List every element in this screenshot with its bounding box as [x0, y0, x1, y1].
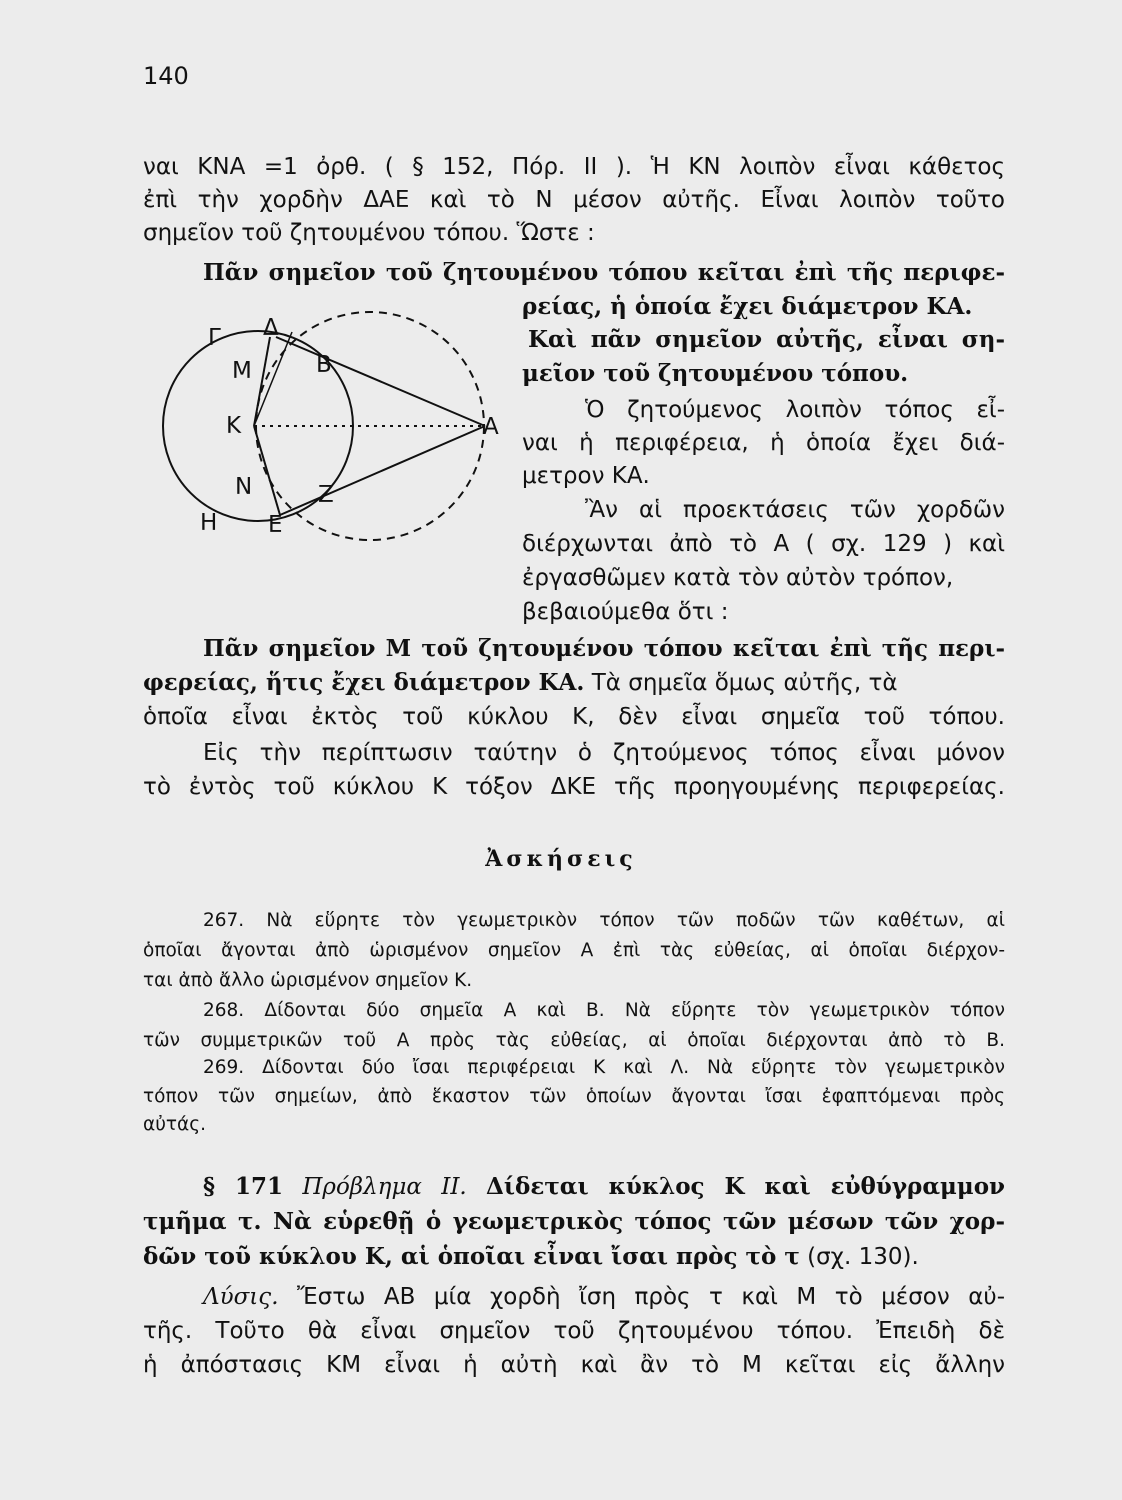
label-gamma: Γ — [208, 325, 221, 351]
dashed-locus-circle — [256, 312, 484, 540]
section-number: § 171 — [203, 1173, 284, 1200]
exercise-line: τόπον τῶν σημείων, ἀπὸ ἕκαστον τῶν ὁποίων ἄγονται ἴσαι ἐφαπτόμεναι πρὸς — [143, 1086, 1005, 1107]
text-line: ναι ἡ περιφέρεια, ἡ ὁποία ἔχει διά- — [522, 430, 1005, 456]
page-number: 140 — [143, 62, 189, 90]
label-a: Α — [483, 414, 499, 440]
text-line: βεβαιούμεθα ὅτι : — [522, 599, 729, 625]
chord-line — [280, 426, 485, 515]
text-line: Ἂν αἱ προεκτάσεις τῶν χορδῶν — [585, 497, 1005, 523]
exercise-line: ὁποῖαι ἄγονται ἀπὸ ὡρισμένον σημεῖον Α ἐπὶ τὰς εὐθείας, αἱ ὁποῖαι διέρχον- — [143, 940, 1005, 961]
label-m: Μ — [232, 358, 252, 384]
section-title: Πρόβλημα ΙΙ. — [302, 1174, 467, 1200]
text-line: Εἰς τὴν περίπτωσιν ταύτην ὁ ζητούμενος τόπος εἶναι μόνον — [203, 740, 1005, 766]
text-fragment: Τὰ σημεῖα ὅμως αὐτῆς, τὰ — [584, 670, 898, 696]
figure-reference: (σχ. 130). — [799, 1244, 919, 1270]
solution-line: τῆς. Τοῦτο θὰ εἶναι σημεῖον τοῦ ζητουμένου τόπου. Ἐπειδὴ δὲ — [143, 1318, 1005, 1344]
theorem-line: Πᾶν σημεῖον τοῦ ζητουμένου τόπου κεῖται ἐπὶ τῆς περιφε- — [203, 259, 1005, 286]
text-line: ναι ΚΝΑ =1 ὀρθ. ( § 152, Πόρ. II ). Ἡ ΚΝ λοιπὸν εἶναι κάθετος — [143, 154, 1005, 180]
section-statement-line: τμῆμα τ. Νὰ εὑρεθῇ ὁ γεωμετρικὸς τόπος τῶν μέσων τῶν χορ- — [143, 1208, 1005, 1235]
label-delta: Δ — [263, 315, 279, 341]
exercise-line: 269. Δίδονται δύο ἴσαι περιφέρειαι Κ καὶ Λ. Νὰ εὕρητε τὸν γεωμετρικὸν — [203, 1057, 1005, 1078]
text-line: ἐπὶ τὴν χορδὴν ΔΑΕ καὶ τὸ Ν μέσον αὐτῆς. Εἶναι λοιπὸν τοῦτο — [143, 187, 1005, 213]
label-k: Κ — [226, 413, 242, 439]
text-line: Ὁ ζητούμενος λοιπὸν τόπος εἶ- — [585, 397, 1005, 423]
chord-line — [276, 337, 485, 426]
text-line: διέρχωνται ἀπὸ τὸ Α ( σχ. 129 ) καὶ — [522, 531, 1005, 557]
label-z: Ζ — [318, 482, 334, 508]
exercise-line: αὐτάς. — [143, 1114, 206, 1135]
exercise-line: 268. Δίδονται δύο σημεῖα Α καὶ Β. Νὰ εὕρητε τὸν γεωμετρικὸν τόπον — [203, 1000, 1005, 1021]
chord-line — [254, 332, 292, 426]
text-line: ὁποῖα εἶναι ἐκτὸς τοῦ κύκλου Κ, δὲν εἶναι σημεῖα τοῦ τόπου. — [143, 704, 1005, 730]
label-n: Ν — [235, 474, 253, 500]
exercises-heading: Ἀσκήσεις — [485, 846, 637, 872]
solution-text: Ἔστω ΑΒ μία χορδὴ ἴση πρὸς τ καὶ Μ τὸ μέσον αὐ- — [278, 1284, 1005, 1310]
theorem-line: Πᾶν σημεῖον Μ τοῦ ζητουμένου τόπου κεῖται ἐπὶ τῆς περι- — [203, 635, 1005, 662]
solution-label: Λύσις. — [203, 1284, 279, 1310]
chord-line — [254, 337, 270, 426]
theorem-line: ρείας, ἡ ὁποία ἔχει διάμετρον ΚΑ. — [522, 293, 973, 320]
theorem-line: μεῖον τοῦ ζητουμένου τόπου. — [522, 360, 909, 387]
exercise-line: ται ἀπὸ ἄλλο ὡρισμένον σημεῖον Κ. — [143, 970, 473, 991]
text-line: μετρον ΚΑ. — [522, 463, 650, 489]
theorem-fragment: φερείας, ἥτις ἔχει διάμετρον ΚΑ. — [143, 669, 585, 696]
section-statement: δῶν τοῦ κύκλου Κ, αἱ ὁποῖαι εἶναι ἴσαι πρὸς τὸ τ — [143, 1243, 800, 1270]
theorem-line: Καὶ πᾶν σημεῖον αὐτῆς, εἶναι ση- — [528, 326, 1005, 353]
exercise-line: τῶν συμμετρικῶν τοῦ Α πρὸς τὰς εὐθείας, αἱ ὁποῖαι διέρχονται ἀπὸ τὸ Β. — [143, 1030, 1005, 1051]
chord-line — [254, 426, 280, 515]
label-h: Η — [200, 510, 218, 536]
label-e: Ε — [268, 512, 283, 538]
text-line: ἐργασθῶμεν κατὰ τὸν αὐτὸν τρόπον, — [522, 565, 954, 591]
text-line: τὸ ἐντὸς τοῦ κύκλου Κ τόξον ΔΚΕ τῆς προηγουμένης περιφερείας. — [143, 774, 1005, 800]
text-line: σημεῖον τοῦ ζητουμένου τόπου. Ὥστε : — [143, 220, 595, 246]
exercise-line: 267. Νὰ εὕρητε τὸν γεωμετρικὸν τόπον τῶν ποδῶν τῶν καθέτων, αἱ — [203, 910, 1005, 931]
section-statement: Δίδεται κύκλος Κ καὶ εὐθύγραμμον — [486, 1173, 1006, 1200]
solution-line: ἡ ἀπόστασις ΚΜ εἶναι ἡ αὐτὴ καὶ ἂν τὸ Μ κεῖται εἰς ἄλλην — [143, 1352, 1005, 1378]
label-b: Β — [316, 352, 332, 378]
